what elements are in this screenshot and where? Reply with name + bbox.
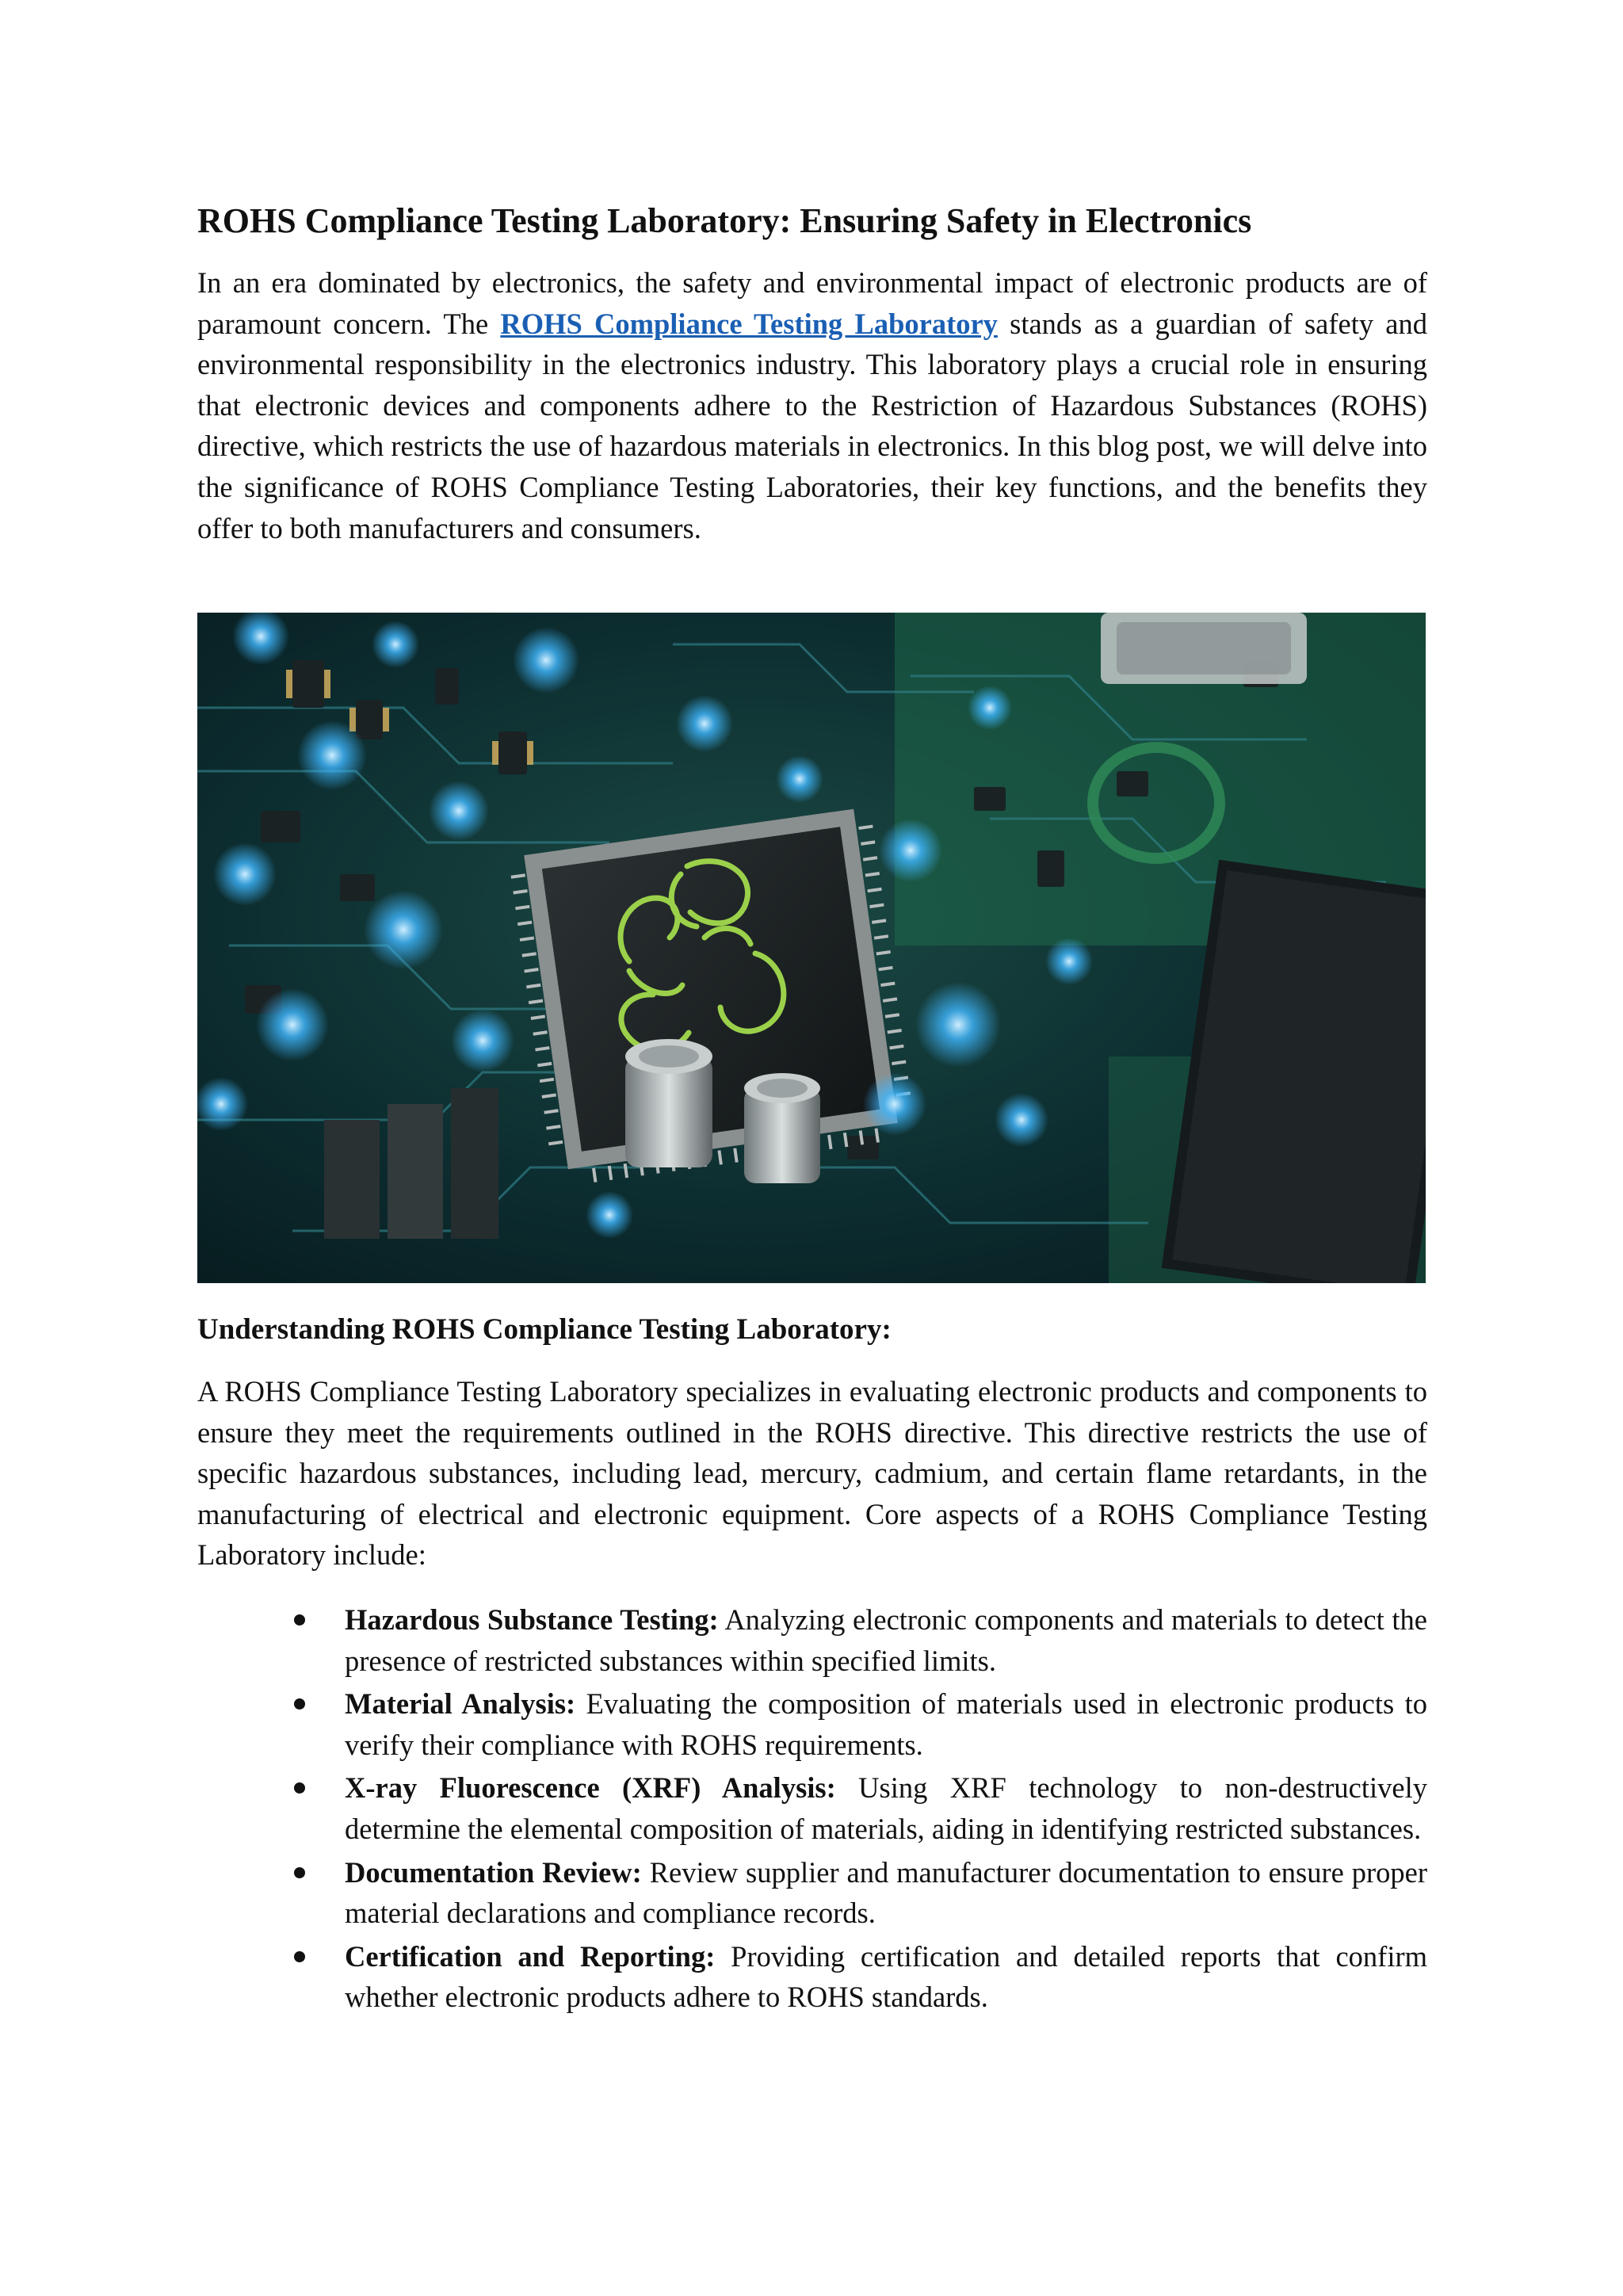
rohs-lab-link[interactable]: ROHS Compliance Testing Laboratory	[500, 307, 998, 340]
bullet-term: Material Analysis:	[345, 1687, 576, 1721]
bullet-term: Documentation Review:	[345, 1855, 642, 1889]
bullet-icon	[294, 1867, 305, 1878]
section-heading: Understanding ROHS Compliance Testing Laboratory:	[197, 1313, 892, 1346]
bullet-icon	[294, 1782, 305, 1794]
bullet-icon	[294, 1698, 305, 1710]
bullet-list	[345, 1599, 1427, 2020]
intro-paragraph	[197, 262, 1427, 548]
bullet-term: Hazardous Substance Testing:	[345, 1603, 719, 1636]
circuit-board-image	[197, 613, 1426, 1283]
intro-text-after-link: stands as a guardian of safety and environmental responsibility in the electronics industry. This laboratory plays a crucial role in ensuring that electronic devices and components adhere to the Restriction of Hazardous Substances (ROHS) directive, which restricts the use of hazardous materials in electronics. In this blog post, we will delve into the significance of ROHS Compliance Testing Laboratories, their key functions, and the benefits they offer to both manufacturers and consumers.	[197, 307, 1428, 544]
section-paragraph: A ROHS Compliance Testing Laboratory specializes in evaluating electronic products and components to ensure they meet the requirements outlined in the ROHS directive. This directive restricts the use of specific hazardous substances, including lead, mercury, cadmium, and certain flame retardants, in the manufacturing of electrical and electronic equipment. Core aspects of a ROHS Compliance Testing Laboratory include:	[197, 1375, 1427, 1572]
bullet-term: X-ray Fluorescence (XRF) Analysis:	[345, 1771, 836, 1805]
bullet-icon	[294, 1614, 305, 1626]
bullet-term: Certification and Reporting:	[345, 1939, 716, 1973]
bullet-text: Analyzing electronic components and materials to detect the presence of restricted substances within specified limits.	[345, 1603, 1427, 1677]
list-item	[345, 1683, 1427, 1765]
intro-text-before-link: In an era dominated by electronics, the safety and environmental impact of electronic products are of paramount concern. The	[197, 266, 1427, 340]
page-title: ROHS Compliance Testing Laboratory: Ensuring Safety in Electronics	[197, 201, 1252, 240]
bullet-icon	[294, 1951, 305, 1962]
bullet-text: Evaluating the composition of materials used in electronic products to verify their compliance with ROHS requirements.	[345, 1687, 1428, 1761]
list-item	[345, 1767, 1427, 1849]
list-item	[345, 1599, 1427, 1681]
list-item	[345, 1936, 1427, 2018]
bullet-text: Providing certification and detailed reports that confirm whether electronic products adhere to ROHS standards.	[345, 1939, 1427, 2014]
bullet-text: Using XRF technology to non-destructively determine the elemental composition of materials, aiding in identifying restricted substances.	[345, 1771, 1428, 1845]
list-item	[345, 1852, 1427, 1934]
bullet-text: Review supplier and manufacturer documentation to ensure proper material declarations and compliance records.	[345, 1855, 1427, 1930]
